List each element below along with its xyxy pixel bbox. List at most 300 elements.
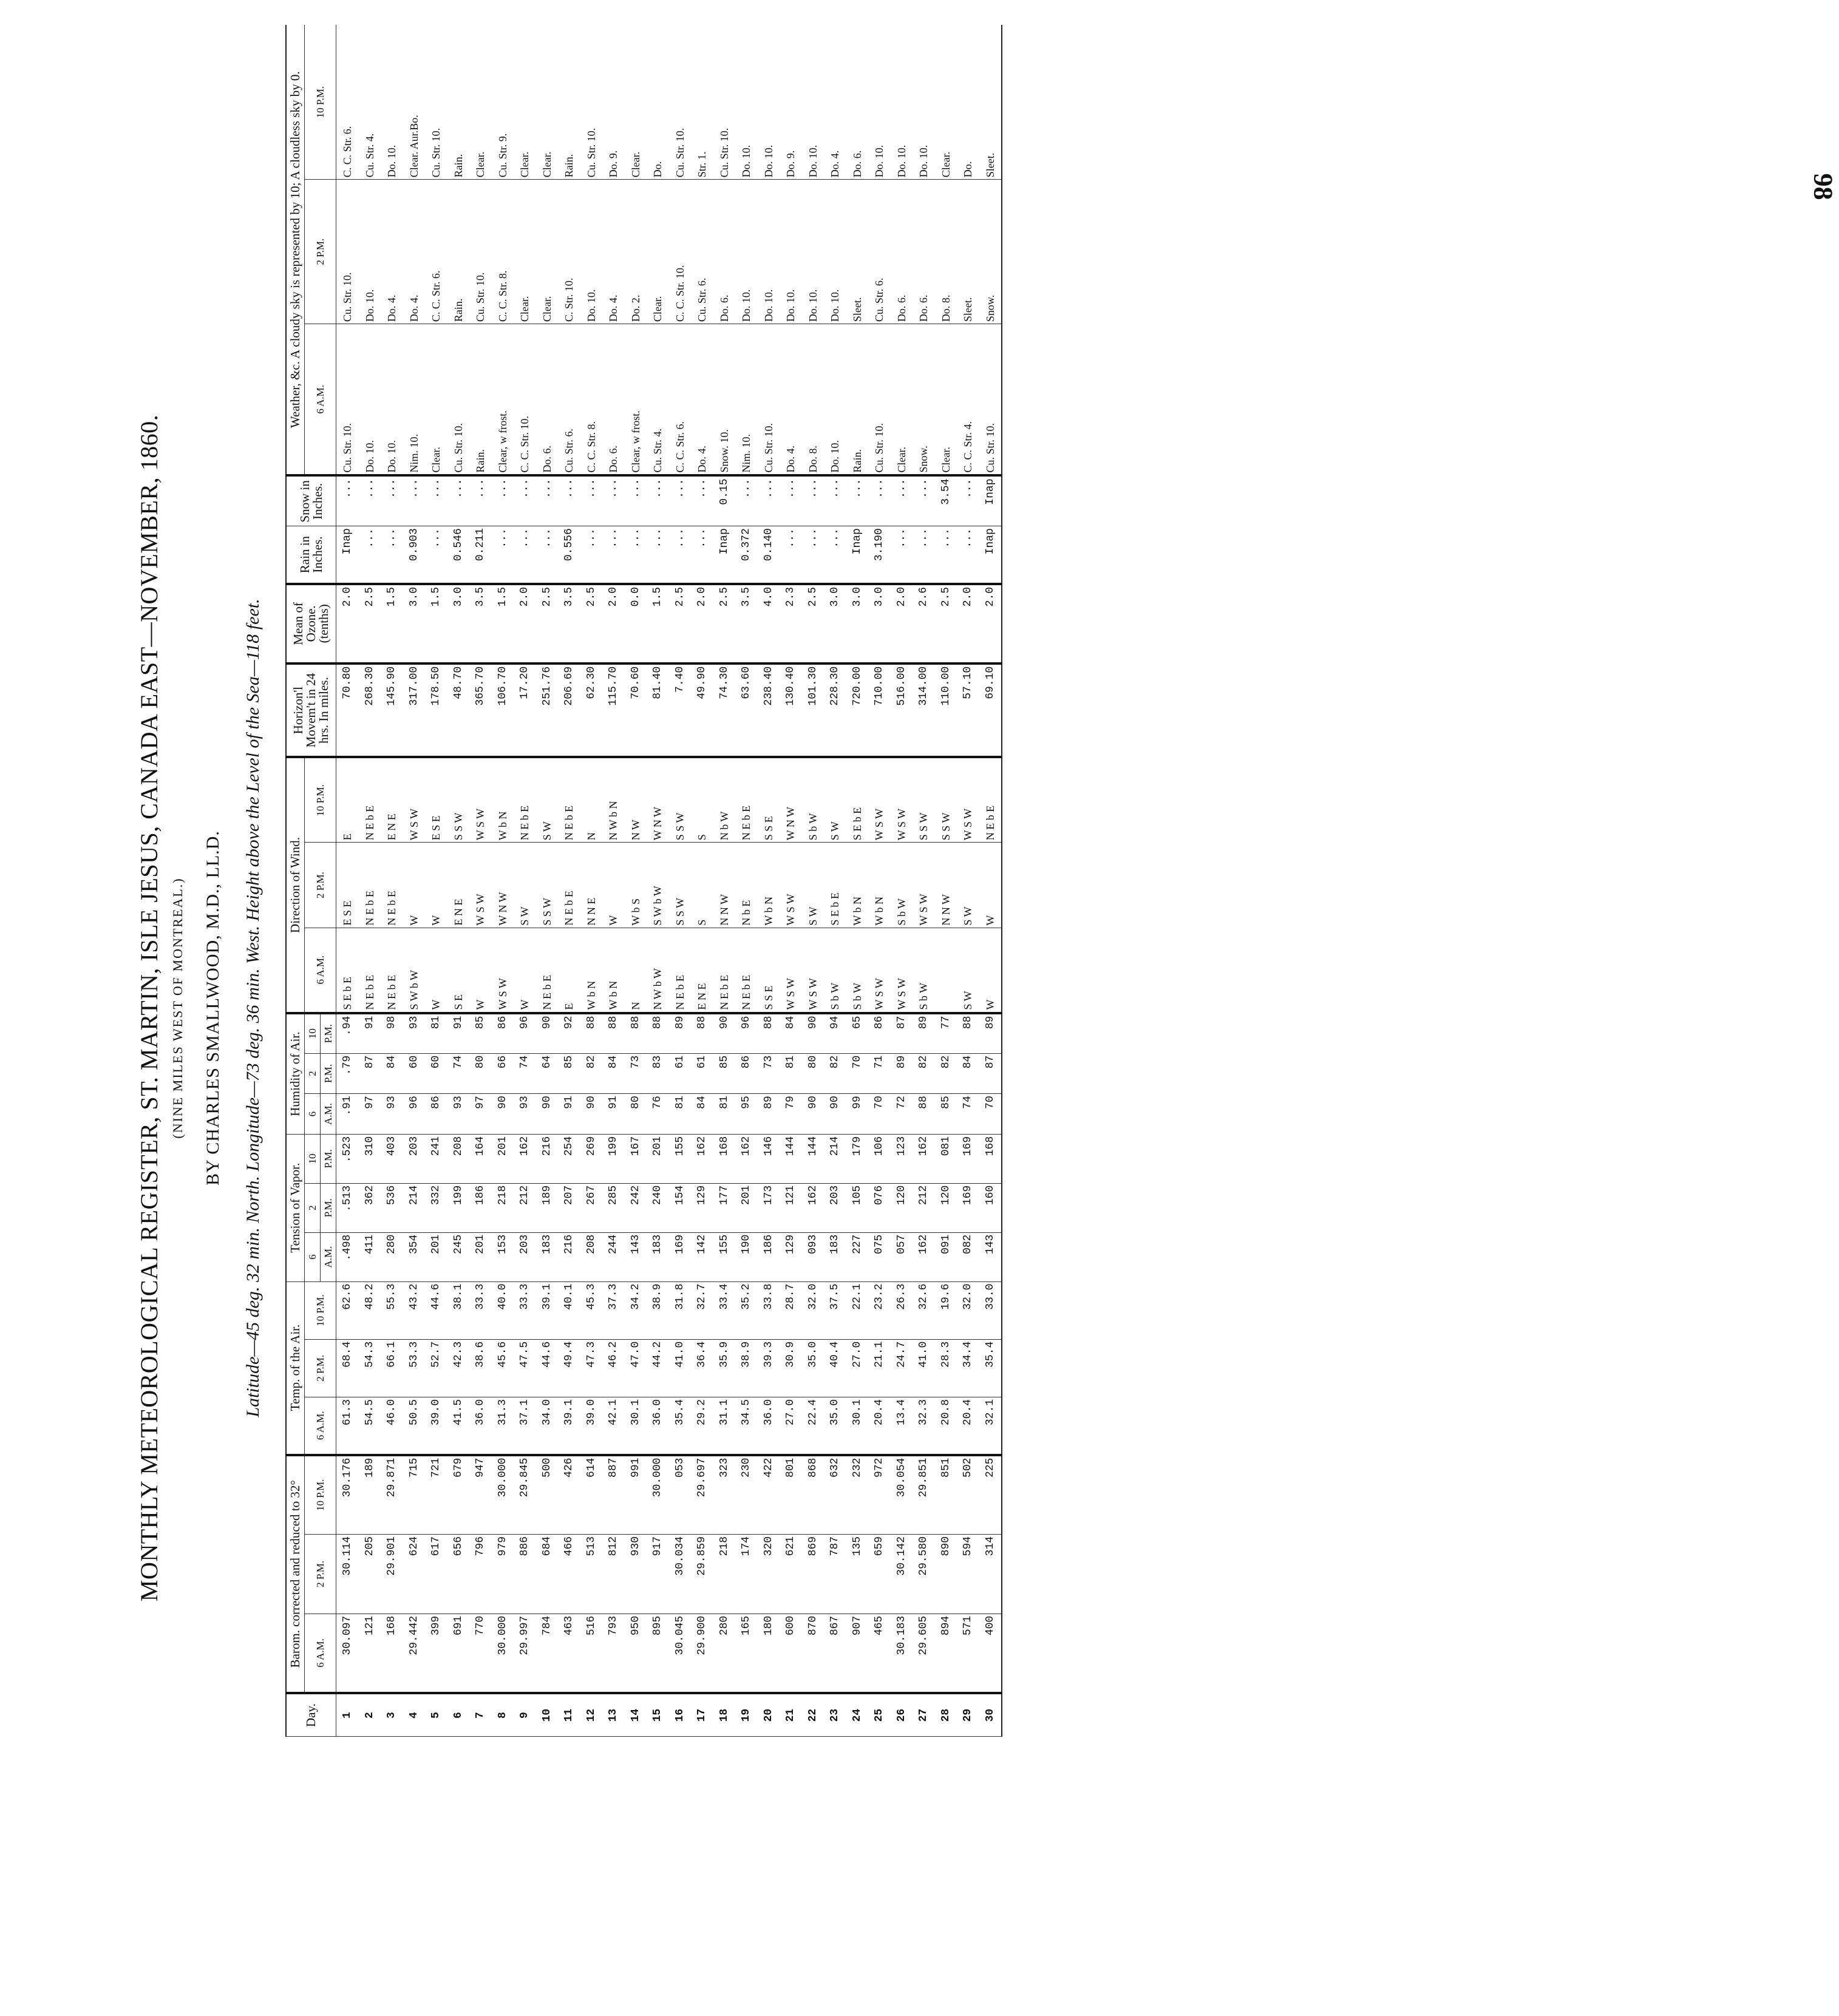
cell-we6: Clear, w frost. <box>492 324 514 476</box>
cell-v2: 162 <box>802 1183 824 1232</box>
cell-b6: 280 <box>713 1614 736 1693</box>
cell-we10: Do. 10. <box>758 25 780 180</box>
cell-w10: S S W <box>669 757 692 842</box>
cell-v10: 199 <box>602 1134 625 1183</box>
cell-h2: 60 <box>403 1053 426 1094</box>
cell-t2: 40.4 <box>824 1339 846 1397</box>
cell-h6: 80 <box>625 1094 647 1135</box>
table-row <box>713 25 736 1737</box>
table-row <box>802 25 824 1737</box>
cell-t6: 30.1 <box>846 1397 869 1454</box>
cell-t10: 35.2 <box>735 1281 758 1339</box>
cell-we2: C. C. Str. 6. <box>425 180 447 324</box>
subheader-vapor-2: 2 <box>305 1183 321 1232</box>
cell-h10: 89 <box>669 1013 692 1054</box>
cell-v6: 082 <box>957 1232 979 1281</box>
cell-w6: S S E <box>758 928 780 1013</box>
cell-h6: 70 <box>868 1094 891 1135</box>
cell-day: 2 <box>359 1693 381 1736</box>
cell-b10: 868 <box>802 1455 824 1535</box>
cell-w2: S W <box>514 843 536 928</box>
table-row <box>425 25 447 1737</box>
cell-day: 4 <box>403 1693 426 1736</box>
cell-h10: .94 <box>336 1013 359 1054</box>
cell-mv: 145.90 <box>381 664 403 758</box>
cell-h6: 84 <box>691 1094 713 1135</box>
cell-t10: 55.3 <box>381 1281 403 1339</box>
cell-w6: W <box>425 928 447 1013</box>
cell-we2: Do. 10. <box>758 180 780 324</box>
cell-b2: 30.114 <box>336 1534 359 1614</box>
cell-oz: 3.5 <box>735 584 758 664</box>
cell-we10: Clear. <box>514 25 536 180</box>
cell-snow: ... <box>824 475 846 526</box>
cell-b10: 30.054 <box>891 1455 913 1535</box>
cell-v10: 269 <box>580 1134 603 1183</box>
cell-h10: 90 <box>802 1013 824 1054</box>
cell-v10: 081 <box>935 1134 957 1183</box>
cell-w6: E N E <box>691 928 713 1013</box>
cell-h10: 84 <box>780 1013 802 1054</box>
cell-rain: ... <box>913 526 935 584</box>
cell-h6: 93 <box>514 1094 536 1135</box>
cell-t6: 22.4 <box>802 1397 824 1454</box>
cell-t6: 46.0 <box>381 1397 403 1454</box>
cell-we6: Nim. 10. <box>735 324 758 476</box>
cell-we10: Cu. Str. 9. <box>492 25 514 180</box>
cell-h2: 85 <box>713 1053 736 1094</box>
cell-oz: 1.5 <box>492 584 514 664</box>
cell-snow: ... <box>425 475 447 526</box>
cell-h2: 61 <box>669 1053 692 1094</box>
page-number: 98 <box>1808 173 1838 200</box>
cell-h2: 73 <box>625 1053 647 1094</box>
cell-w2: N N E <box>580 843 603 928</box>
subheader-wind-6am: 6 A.M. <box>305 928 336 1013</box>
cell-b2: 684 <box>536 1534 559 1614</box>
cell-v2: 240 <box>647 1183 669 1232</box>
cell-rain: ... <box>891 526 913 584</box>
cell-day: 10 <box>536 1693 559 1736</box>
cell-b2: 917 <box>647 1534 669 1614</box>
cell-mv: 516.00 <box>891 664 913 758</box>
cell-t10: 33.3 <box>469 1281 492 1339</box>
cell-we6: Cu. Str. 4. <box>647 324 669 476</box>
cell-we10: Cu. Str. 10. <box>580 25 603 180</box>
cell-oz: 2.5 <box>802 584 824 664</box>
cell-we6: Cu. Str. 10. <box>868 324 891 476</box>
cell-oz: 2.0 <box>979 584 1002 664</box>
cell-t6: 50.5 <box>403 1397 426 1454</box>
cell-b10: 189 <box>359 1455 381 1535</box>
cell-mv: 130.40 <box>780 664 802 758</box>
cell-b10: 323 <box>713 1455 736 1535</box>
cell-t10: 33.3 <box>514 1281 536 1339</box>
cell-t2: 66.1 <box>381 1339 403 1397</box>
cell-t6: 20.4 <box>868 1397 891 1454</box>
cell-we6: Clear, w frost. <box>625 324 647 476</box>
cell-t6: 61.3 <box>336 1397 359 1454</box>
cell-w2: N N W <box>713 843 736 928</box>
cell-snow: ... <box>780 475 802 526</box>
subheader-barom-10pm: 10 P.M. <box>305 1455 336 1535</box>
table-row <box>846 25 869 1737</box>
cell-rain: 3.190 <box>868 526 891 584</box>
cell-we10: C. C. Str. 6. <box>336 25 359 180</box>
cell-b10: 715 <box>403 1455 426 1535</box>
cell-w6: W S W <box>802 928 824 1013</box>
cell-oz: 3.5 <box>469 584 492 664</box>
cell-b2: 979 <box>492 1534 514 1614</box>
cell-rain: Inap <box>336 526 359 584</box>
cell-rain: ... <box>381 526 403 584</box>
cell-b6: 168 <box>381 1614 403 1693</box>
cell-w2: W N W <box>492 843 514 928</box>
cell-t6: 27.0 <box>780 1397 802 1454</box>
cell-b6: 465 <box>868 1614 891 1693</box>
cell-we10: Do. <box>957 25 979 180</box>
table-row <box>957 25 979 1737</box>
cell-w10: S S W <box>447 757 470 842</box>
cell-t10: 33.8 <box>758 1281 780 1339</box>
cell-v10: 254 <box>558 1134 580 1183</box>
cell-day: 14 <box>625 1693 647 1736</box>
cell-mv: 48.70 <box>447 664 470 758</box>
cell-t6: 39.1 <box>558 1397 580 1454</box>
cell-v2: 267 <box>580 1183 603 1232</box>
cell-we2: Do. 10. <box>780 180 802 324</box>
subheader-vapor-am: A.M. <box>321 1232 336 1281</box>
cell-mv: 115.70 <box>602 664 625 758</box>
cell-snow: Inap <box>979 475 1002 526</box>
subheader-vapor-10: 10 <box>305 1134 321 1183</box>
cell-v10: 164 <box>469 1134 492 1183</box>
cell-snow: ... <box>868 475 891 526</box>
cell-we6: Snow. <box>913 324 935 476</box>
cell-we10: Do. 10. <box>868 25 891 180</box>
cell-v2: 154 <box>669 1183 692 1232</box>
cell-we10: Clear. <box>625 25 647 180</box>
cell-day: 11 <box>558 1693 580 1736</box>
cell-b6: 29.900 <box>691 1614 713 1693</box>
cell-oz: 3.5 <box>558 584 580 664</box>
cell-day: 7 <box>469 1693 492 1736</box>
cell-h6: 99 <box>846 1094 869 1135</box>
cell-w10: N E b E <box>359 757 381 842</box>
cell-h2: 84 <box>957 1053 979 1094</box>
cell-rain: ... <box>824 526 846 584</box>
cell-we6: Nim. 10. <box>403 324 426 476</box>
cell-we2: Sleet. <box>957 180 979 324</box>
cell-b2: 930 <box>625 1534 647 1614</box>
cell-h10: 86 <box>868 1013 891 1054</box>
cell-b6: 399 <box>425 1614 447 1693</box>
cell-we6: Do. 4. <box>691 324 713 476</box>
cell-b10: 426 <box>558 1455 580 1535</box>
cell-rain: 0.140 <box>758 526 780 584</box>
cell-h10: 88 <box>580 1013 603 1054</box>
cell-w10: S S W <box>935 757 957 842</box>
cell-w2: W <box>979 843 1002 928</box>
cell-h2: 81 <box>780 1053 802 1094</box>
cell-v10: 144 <box>802 1134 824 1183</box>
cell-w6: N <box>625 928 647 1013</box>
cell-v2: 362 <box>359 1183 381 1232</box>
cell-h10: 85 <box>469 1013 492 1054</box>
cell-w6: W S W <box>492 928 514 1013</box>
table-row <box>558 25 580 1737</box>
cell-rain: ... <box>669 526 692 584</box>
subheader-wind-10pm: 10 P.M. <box>305 757 336 842</box>
cell-oz: 2.0 <box>602 584 625 664</box>
cell-day: 12 <box>580 1693 603 1736</box>
table-row <box>935 25 957 1737</box>
cell-mv: 238.40 <box>758 664 780 758</box>
header-barometer: Barom. corrected and reduced to 32° <box>286 1455 305 1694</box>
cell-t10: 34.2 <box>625 1281 647 1339</box>
cell-b10: 422 <box>758 1455 780 1535</box>
cell-v6: .498 <box>336 1232 359 1281</box>
subheader-vapor-6: 6 <box>305 1232 321 1281</box>
cell-v10: 168 <box>713 1134 736 1183</box>
cell-w6: S E <box>447 928 470 1013</box>
cell-we6: Do. 4. <box>780 324 802 476</box>
cell-we6: C. C. Str. 10. <box>514 324 536 476</box>
cell-h6: .91 <box>336 1094 359 1135</box>
cell-snow: ... <box>625 475 647 526</box>
cell-we10: Str. 1. <box>691 25 713 180</box>
cell-t10: 44.6 <box>425 1281 447 1339</box>
cell-b6: 30.097 <box>336 1614 359 1693</box>
cell-w2: S S W <box>669 843 692 928</box>
cell-t2: 27.0 <box>846 1339 869 1397</box>
cell-mv: 106.70 <box>492 664 514 758</box>
cell-we6: C. C. Str. 8. <box>580 324 603 476</box>
header-rain: Rain in Inches. <box>286 526 336 584</box>
cell-day: 30 <box>979 1693 1002 1736</box>
cell-we2: Do. 10. <box>824 180 846 324</box>
subheader-weather-2pm: 2 P.M. <box>305 180 336 324</box>
cell-t10: 26.3 <box>891 1281 913 1339</box>
cell-we6: Rain. <box>846 324 869 476</box>
cell-we6: Cu. Str. 10. <box>758 324 780 476</box>
cell-v6: 143 <box>625 1232 647 1281</box>
cell-h6: 90 <box>580 1094 603 1135</box>
cell-v10: 167 <box>625 1134 647 1183</box>
header-snow: Snow in Inches. <box>286 475 336 526</box>
cell-we10: Do. 9. <box>780 25 802 180</box>
cell-h10: 88 <box>647 1013 669 1054</box>
cell-t6: 36.0 <box>469 1397 492 1454</box>
cell-b2: 29.580 <box>913 1534 935 1614</box>
header-vapor: Tension of Vapor. <box>286 1134 305 1281</box>
cell-we6: Do. 10. <box>359 324 381 476</box>
cell-w10: S W <box>536 757 559 842</box>
cell-t2: 68.4 <box>336 1339 359 1397</box>
cell-t6: 31.1 <box>713 1397 736 1454</box>
cell-v10: 169 <box>957 1134 979 1183</box>
cell-oz: 3.0 <box>868 584 891 664</box>
cell-h2: 89 <box>891 1053 913 1094</box>
cell-rain: ... <box>647 526 669 584</box>
cell-b2: 513 <box>580 1534 603 1614</box>
cell-b2: 656 <box>447 1534 470 1614</box>
cell-b10: 801 <box>780 1455 802 1535</box>
cell-b2: 314 <box>979 1534 1002 1614</box>
cell-we6: Cu. Str. 10. <box>447 324 470 476</box>
cell-t2: 46.2 <box>602 1339 625 1397</box>
cell-rain: 0.903 <box>403 526 426 584</box>
cell-mv: 251.76 <box>536 664 559 758</box>
cell-h2: 64 <box>536 1053 559 1094</box>
cell-rain: 0.211 <box>469 526 492 584</box>
cell-t2: 38.6 <box>469 1339 492 1397</box>
cell-t2: 35.9 <box>713 1339 736 1397</box>
cell-snow: ... <box>580 475 603 526</box>
cell-b6: 571 <box>957 1614 979 1693</box>
cell-b6: 867 <box>824 1614 846 1693</box>
cell-v10: 179 <box>846 1134 869 1183</box>
cell-oz: 0.0 <box>625 584 647 664</box>
cell-t6: 35.4 <box>669 1397 692 1454</box>
cell-v10: .523 <box>336 1134 359 1183</box>
table-row <box>758 25 780 1737</box>
cell-w10: E N E <box>381 757 403 842</box>
cell-oz: 2.5 <box>669 584 692 664</box>
cell-w6: W <box>979 928 1002 1013</box>
cell-day: 3 <box>381 1693 403 1736</box>
cell-h10: 90 <box>536 1013 559 1054</box>
cell-w10: S E b E <box>846 757 869 842</box>
cell-b6: 30.000 <box>492 1614 514 1693</box>
cell-v2: 186 <box>469 1183 492 1232</box>
cell-h10: 94 <box>824 1013 846 1054</box>
cell-we2: Do. 10. <box>359 180 381 324</box>
subheader-barom-6am: 6 A.M. <box>305 1614 336 1693</box>
cell-v2: 212 <box>913 1183 935 1232</box>
cell-we6: Do. 8. <box>802 324 824 476</box>
cell-mv: 365.70 <box>469 664 492 758</box>
table-row <box>536 25 559 1737</box>
cell-w6: N E b E <box>359 928 381 1013</box>
cell-we6: Clear. <box>425 324 447 476</box>
cell-w10: S S W <box>913 757 935 842</box>
cell-v6: 057 <box>891 1232 913 1281</box>
cell-mv: 17.20 <box>514 664 536 758</box>
cell-b10: 232 <box>846 1455 869 1535</box>
cell-snow: 3.54 <box>935 475 957 526</box>
cell-w6: S b W <box>846 928 869 1013</box>
cell-v10: 216 <box>536 1134 559 1183</box>
cell-snow: ... <box>647 475 669 526</box>
cell-oz: 2.6 <box>913 584 935 664</box>
cell-w2: S W <box>957 843 979 928</box>
cell-w6: W S W <box>868 928 891 1013</box>
cell-mv: 720.00 <box>846 664 869 758</box>
header-weather: Weather, &c. A cloudy sky is represented by 10; A cloudless sky by 0. <box>286 25 305 475</box>
cell-v6: 183 <box>647 1232 669 1281</box>
subheader-wind-2pm: 2 P.M. <box>305 843 336 928</box>
cell-h6: 86 <box>425 1094 447 1135</box>
cell-mv: 268.30 <box>359 664 381 758</box>
cell-w10: N W <box>625 757 647 842</box>
cell-h10: 89 <box>979 1013 1002 1054</box>
cell-t6: 54.5 <box>359 1397 381 1454</box>
cell-h10: 96 <box>735 1013 758 1054</box>
cell-snow: ... <box>403 475 426 526</box>
cell-rain: 0.546 <box>447 526 470 584</box>
cell-h6: 81 <box>669 1094 692 1135</box>
cell-mv: 69.10 <box>979 664 1002 758</box>
cell-w6: S E b E <box>336 928 359 1013</box>
cell-rain: ... <box>425 526 447 584</box>
cell-snow: ... <box>669 475 692 526</box>
cell-we10: Do. 10. <box>735 25 758 180</box>
cell-we6: Cu. Str. 6. <box>558 324 580 476</box>
cell-v2: 201 <box>735 1183 758 1232</box>
cell-b10: 230 <box>735 1455 758 1535</box>
cell-h10: 88 <box>957 1013 979 1054</box>
cell-t10: 32.6 <box>913 1281 935 1339</box>
cell-we10: Cu. Str. 4. <box>359 25 381 180</box>
cell-oz: 2.0 <box>957 584 979 664</box>
cell-b2: 29.901 <box>381 1534 403 1614</box>
cell-rain: ... <box>580 526 603 584</box>
cell-w10: N E b E <box>735 757 758 842</box>
cell-b6: 907 <box>846 1614 869 1693</box>
cell-b2: 320 <box>758 1534 780 1614</box>
cell-w10: E S E <box>425 757 447 842</box>
cell-b6: 30.183 <box>891 1614 913 1693</box>
register-author: BY CHARLES SMALLWOOD, M.D., LL.D. <box>203 830 223 1186</box>
cell-b10: 632 <box>824 1455 846 1535</box>
cell-we2: Do. 2. <box>625 180 647 324</box>
cell-we6: Snow. 10. <box>713 324 736 476</box>
cell-t10: 32.7 <box>691 1281 713 1339</box>
cell-day: 15 <box>647 1693 669 1736</box>
cell-h10: 91 <box>447 1013 470 1054</box>
cell-b10: 721 <box>425 1455 447 1535</box>
cell-w6: N E b E <box>735 928 758 1013</box>
cell-h6: 70 <box>979 1094 1002 1135</box>
cell-mv: 70.60 <box>625 664 647 758</box>
cell-we10: Clear. <box>935 25 957 180</box>
cell-we2: Do. 4. <box>602 180 625 324</box>
cell-t10: 45.3 <box>580 1281 603 1339</box>
cell-h2: 84 <box>602 1053 625 1094</box>
cell-oz: 2.3 <box>780 584 802 664</box>
cell-we6: Clear. <box>891 324 913 476</box>
cell-w10: W S W <box>957 757 979 842</box>
cell-h10: 92 <box>558 1013 580 1054</box>
cell-v10: 403 <box>381 1134 403 1183</box>
cell-b6: 870 <box>802 1614 824 1693</box>
cell-b6: 30.045 <box>669 1614 692 1693</box>
cell-t6: 29.2 <box>691 1397 713 1454</box>
cell-v2: 169 <box>957 1183 979 1232</box>
cell-we10: Do. 6. <box>846 25 869 180</box>
cell-b2: 29.859 <box>691 1534 713 1614</box>
cell-w10: N E b E <box>514 757 536 842</box>
cell-t6: 36.0 <box>647 1397 669 1454</box>
cell-w10: E <box>336 757 359 842</box>
cell-we10: Rain. <box>447 25 470 180</box>
cell-w6: W <box>469 928 492 1013</box>
cell-t10: 28.7 <box>780 1281 802 1339</box>
cell-snow: ... <box>359 475 381 526</box>
cell-w6: W b N <box>580 928 603 1013</box>
cell-we10: Cu. Str. 10. <box>713 25 736 180</box>
